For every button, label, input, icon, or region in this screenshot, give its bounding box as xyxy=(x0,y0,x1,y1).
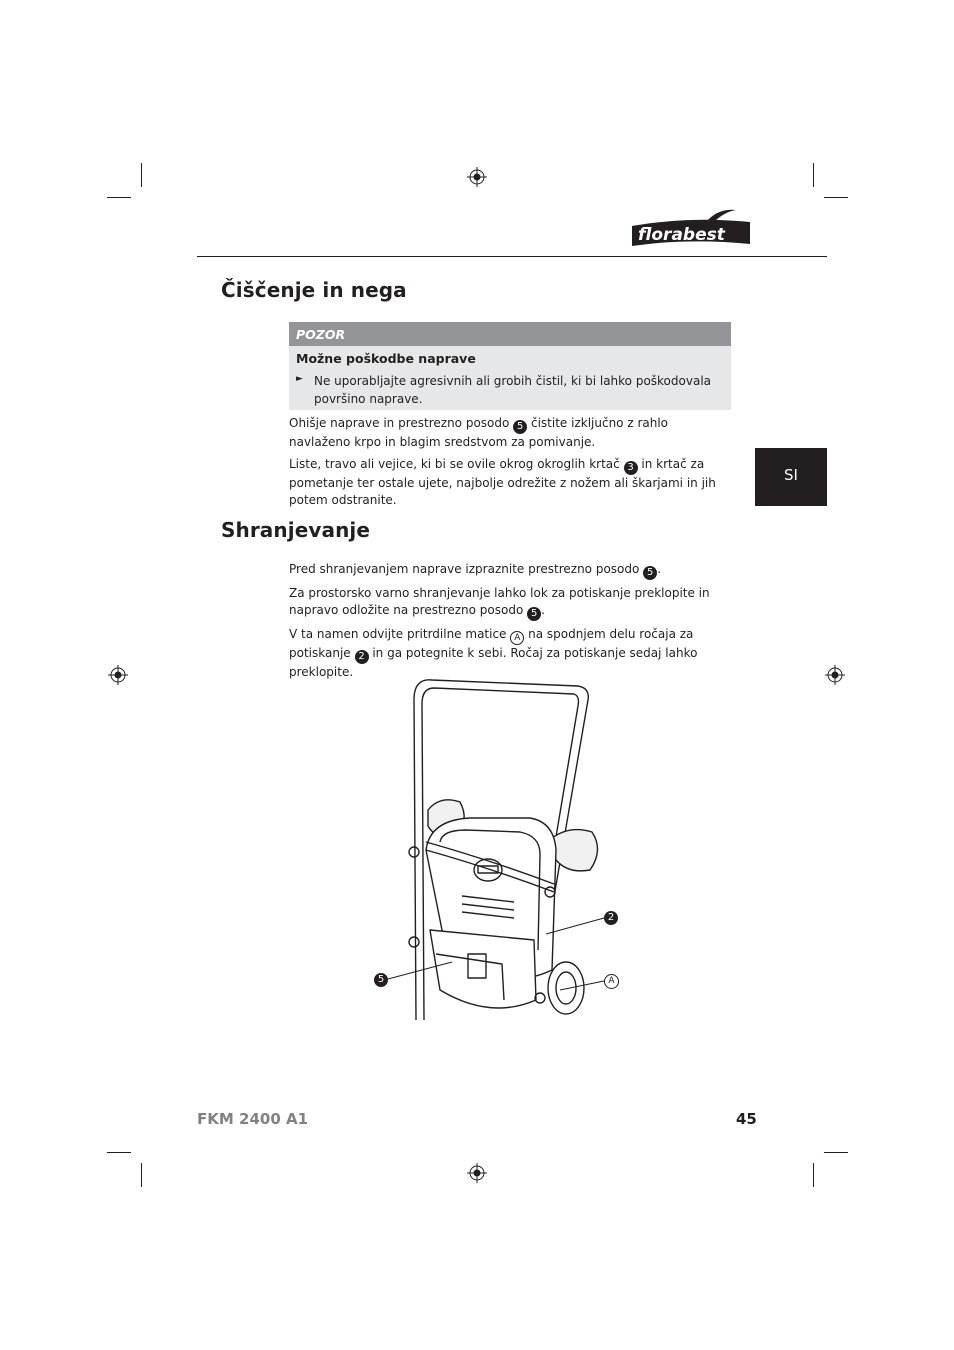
callout-2: 2 xyxy=(604,911,618,925)
crop-mark xyxy=(813,163,814,187)
registration-mark-icon xyxy=(467,1163,487,1183)
registration-mark-icon xyxy=(467,167,487,187)
svg-text:florabest: florabest xyxy=(638,225,725,245)
paragraph-empty-container: Pred shranjevanjem naprave izpraznite prestrezno posodo 5 . xyxy=(289,562,662,578)
language-tab: SI xyxy=(755,448,827,506)
reference-letter: A xyxy=(510,631,524,645)
crop-mark xyxy=(107,197,131,198)
bullet-arrow-icon: ► xyxy=(296,374,303,384)
paragraph-unscrew-nuts: V ta namen odvijte pritrdilne matice A na spodnjem delu ročaja za potiskanje 2 in ga potegnite k sebi. Ročaj za potiskanje sedaj lahko preklopite. xyxy=(289,627,698,679)
warning-subtitle: Možne poškodbe naprave xyxy=(296,351,476,366)
paragraph-brush-cleaning: Liste, travo ali vejice, ki bi se ovile okrog okroglih krtač 3 in krtač za pometanje ter ostale ujete, najbolje odrežite z nožem ali škarjami in jih potem odstranite. xyxy=(289,457,716,507)
crop-mark xyxy=(824,197,848,198)
warning-header xyxy=(289,322,731,346)
callout-5: 5 xyxy=(374,973,388,987)
warning-box xyxy=(289,322,731,410)
reference-number: 5 xyxy=(643,566,657,580)
callout-A: A xyxy=(604,974,619,989)
footer-model: FKM 2400 A1 xyxy=(197,1110,309,1128)
reference-number: 2 xyxy=(355,650,369,664)
crop-mark xyxy=(141,1163,142,1187)
crop-mark xyxy=(107,1152,131,1153)
crop-mark xyxy=(141,163,142,187)
crop-mark xyxy=(824,1152,848,1153)
registration-mark-icon xyxy=(825,665,845,685)
brand-logo xyxy=(628,208,754,248)
reference-number: 5 xyxy=(527,607,541,621)
reference-number: 5 xyxy=(513,420,527,434)
paragraph-housing-cleaning: Ohišje naprave in prestrezno posodo 5 čistite izključno z rahlo navlaženo krpo in blagim sredstvom za pomivanje. xyxy=(289,416,669,449)
section-title-cleaning: Čiščenje in nega xyxy=(221,278,407,302)
header-rule xyxy=(197,256,827,257)
section-title-storage: Shranjevanje xyxy=(221,518,371,542)
crop-mark xyxy=(813,1163,814,1187)
sweeper-illustration xyxy=(370,670,640,1040)
reference-number: 3 xyxy=(624,461,638,475)
warning-text: Ne uporabljajte agresivnih ali grobih čistil, ki bi lahko poškodovala površino naprave. xyxy=(314,374,712,406)
paragraph-fold-handle: Za prostorsko varno shranjevanje lahko lok za potiskanje preklopite in napravo odložite na prestrezno posodo 5 . xyxy=(289,586,710,619)
page-number: 45 xyxy=(736,1110,757,1128)
warning-label: POZOR xyxy=(296,327,346,342)
registration-mark-icon xyxy=(108,665,128,685)
